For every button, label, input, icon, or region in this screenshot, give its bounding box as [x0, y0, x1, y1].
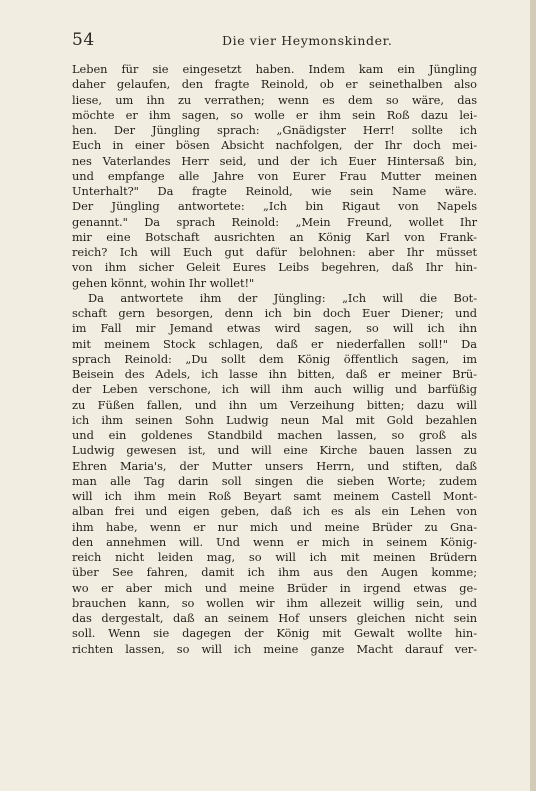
text-line: alban frei und eigen geben, daß ich es als ein Lehen von — [72, 504, 477, 519]
text-line: wo er aber mich und meine Brüder in irgend etwas ge- — [72, 580, 477, 595]
body-text — [72, 62, 477, 657]
page-number: 54 — [72, 30, 95, 50]
text-line: nes Vaterlandes Herr seid, und der ich Euer Hintersaß bin, — [72, 153, 477, 168]
text-line: reich nicht leiden mag, so will ich mit meinen Brüdern — [72, 550, 477, 564]
text-line: soll. Wenn sie dagegen der König mit Gewalt wollte hin- — [72, 626, 477, 641]
text-line: liese, um ihn zu verrathen; wenn es dem so wäre, das — [72, 92, 477, 107]
text-line: reich? Ich will Euch gut dafür belohnen: aber Ihr müsset — [72, 245, 477, 259]
text-line: der Leben verschone, ich will ihm auch willig und barfüßig — [72, 382, 477, 397]
text-line: Unterhalt?" Da fragte Reinold, wie sein Name wäre. — [72, 184, 477, 198]
text-line: gehen könnt, wohin Ihr wollet!" — [72, 275, 255, 290]
text-line: will ich ihm mein Roß Beyart samt meinem Castell Mont- — [72, 489, 477, 503]
text-line: man alle Tag darin soll singen die sieben Worte; zudem — [72, 473, 477, 488]
text-line: schaft gern besorgen, denn ich bin doch Euer Diener; und — [72, 306, 477, 320]
text-line: mit meinem Stock schlagen, daß er niederfallen soll!" Da — [72, 336, 477, 351]
text-line: genannt." Da sprach Reinold: „Mein Freund, wollet Ihr — [72, 214, 477, 229]
text-line: richten lassen, so will ich meine ganze Macht darauf ver- — [72, 641, 477, 656]
page-header — [72, 30, 464, 52]
text-line: den annehmen will. Und wenn er mich in seinem König- — [72, 534, 477, 549]
text-line: und empfange alle Jahre von Eurer Frau Mutter meinen — [72, 168, 477, 183]
text-line: Leben für sie eingesetzt haben. Indem kam ein Jüngling — [72, 62, 477, 76]
text-line: und ein goldenes Standbild machen lassen, so groß als — [72, 428, 477, 442]
text-line: über See fahren, damit ich ihm aus den Augen komme; — [72, 565, 477, 580]
running-title: Die vier Heymonskinder. — [222, 33, 393, 48]
text-line: Ludwig gewesen ist, und will eine Kirche bauen lassen zu — [72, 443, 477, 458]
text-line: von ihm sicher Geleit Eures Leibs begehren, daß Ihr hin- — [72, 260, 477, 275]
text-line: ihm habe, wenn er nur mich und meine Brüder zu Gna- — [72, 519, 477, 534]
text-line: sprach Reinold: „Du sollt dem König öffentlich sagen, im — [72, 351, 477, 366]
text-line: hen. Der Jüngling sprach: „Gnädigster Herr! sollte ich — [72, 123, 477, 137]
text-line: Beisein des Adels, ich lasse ihn bitten, daß er meiner Brü- — [72, 367, 477, 381]
text-line: das dergestalt, daß an seinem Hof unsers gleichen nicht sein — [72, 611, 477, 625]
text-line: Euch in einer bösen Absicht nachfolgen, der Ihr doch mei- — [72, 138, 477, 153]
text-line: Ehren Maria's, der Mutter unsers Herrn, und stiften, daß — [72, 458, 477, 473]
text-line: brauchen kann, so wollen wir ihm allezeit willig sein, und — [72, 595, 477, 610]
text-line: zu Füßen fallen, und ihn um Verzeihung bitten; dazu will — [72, 397, 477, 412]
text-line: mir eine Botschaft ausrichten an König Karl von Frank- — [72, 229, 477, 244]
text-line: Der Jüngling antwortete: „Ich bin Rigaut von Napels — [72, 199, 477, 214]
text-line: daher gelaufen, den fragte Reinold, ob er seinethalben also — [72, 77, 477, 92]
text-line: im Fall mir Jemand etwas wird sagen, so will ich ihn — [72, 321, 477, 336]
text-line: möchte er ihm sagen, so wolle er ihm sein Roß dazu lei- — [72, 107, 477, 122]
text-line: ich ihm seinen Sohn Ludwig neun Mal mit Gold bezahlen — [72, 412, 477, 427]
text-line: Da antwortete ihm der Jüngling: „Ich will die Bot- — [88, 290, 477, 305]
